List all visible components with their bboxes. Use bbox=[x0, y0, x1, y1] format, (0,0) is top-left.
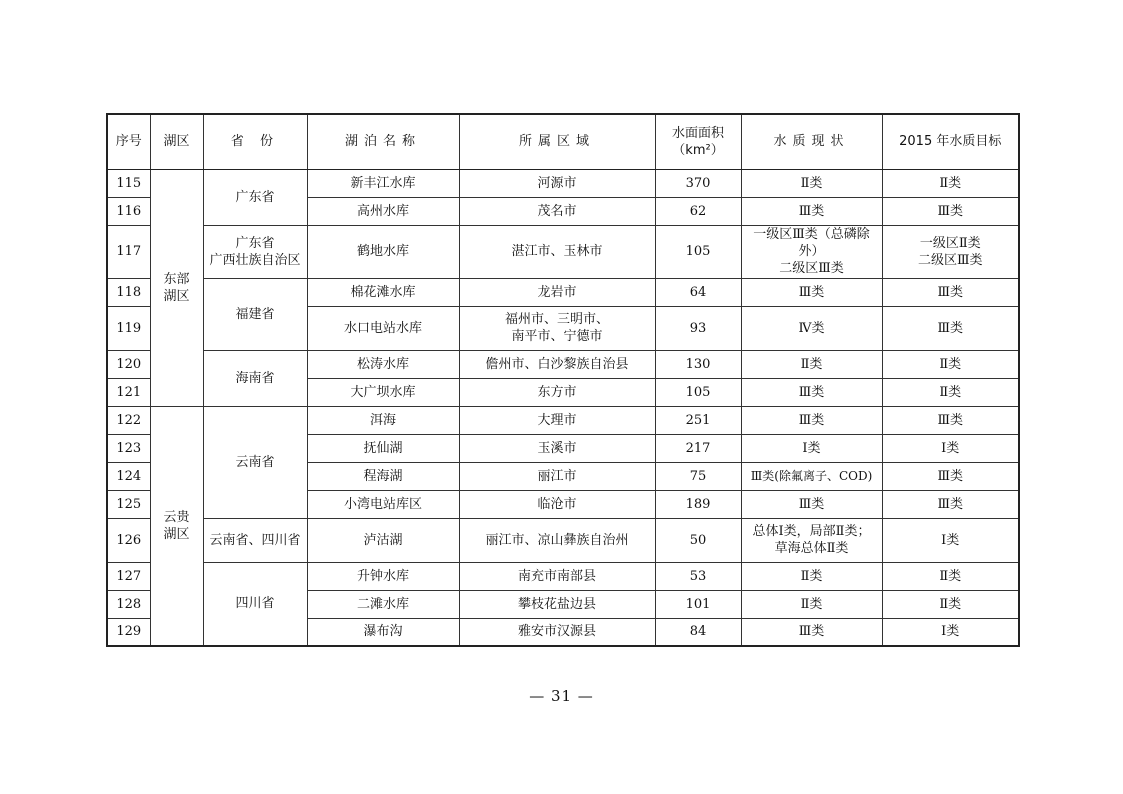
cell-status: Ⅲ类(除氟离子、COD) bbox=[741, 462, 882, 490]
table-header-row bbox=[107, 114, 1019, 169]
cell-seq: 117 bbox=[107, 225, 150, 278]
cell-region-yungui: 云贵 湖区 bbox=[150, 406, 203, 646]
cell-province: 广东省 bbox=[203, 169, 307, 225]
cell-lake: 抚仙湖 bbox=[307, 434, 459, 462]
cell-area: 玉溪市 bbox=[459, 434, 655, 462]
cell-area: 南充市南部县 bbox=[459, 562, 655, 590]
cell-size: 53 bbox=[655, 562, 741, 590]
cell-province: 云南省、四川省 bbox=[203, 518, 307, 562]
cell-size: 101 bbox=[655, 590, 741, 618]
cell-status: Ⅲ类 bbox=[741, 378, 882, 406]
cell-lake: 程海湖 bbox=[307, 462, 459, 490]
cell-size: 370 bbox=[655, 169, 741, 197]
cell-target: Ⅱ类 bbox=[882, 169, 1019, 197]
cell-target: Ⅱ类 bbox=[882, 590, 1019, 618]
cell-size: 50 bbox=[655, 518, 741, 562]
header-status: 水质现状 bbox=[741, 114, 882, 169]
cell-area: 儋州市、白沙黎族自治县 bbox=[459, 350, 655, 378]
cell-area: 茂名市 bbox=[459, 197, 655, 225]
cell-province: 四川省 bbox=[203, 562, 307, 646]
cell-seq: 125 bbox=[107, 490, 150, 518]
cell-seq: 126 bbox=[107, 518, 150, 562]
cell-lake: 鹤地水库 bbox=[307, 225, 459, 278]
cell-lake: 泸沽湖 bbox=[307, 518, 459, 562]
cell-status: Ⅰ类 bbox=[741, 434, 882, 462]
cell-target: Ⅲ类 bbox=[882, 406, 1019, 434]
cell-status: Ⅱ类 bbox=[741, 562, 882, 590]
table-row bbox=[107, 562, 1019, 590]
cell-target: 一级区Ⅱ类 二级区Ⅲ类 bbox=[882, 225, 1019, 278]
cell-area: 雅安市汉源县 bbox=[459, 618, 655, 646]
header-water-area-label: 水面面积 bbox=[671, 125, 724, 141]
cell-seq: 122 bbox=[107, 406, 150, 434]
cell-province: 广东省 广西壮族自治区 bbox=[203, 225, 307, 278]
cell-lake: 大广坝水库 bbox=[307, 378, 459, 406]
cell-status: Ⅲ类 bbox=[741, 490, 882, 518]
table-row bbox=[107, 518, 1019, 562]
header-region: 湖区 bbox=[150, 114, 203, 169]
cell-area: 大理市 bbox=[459, 406, 655, 434]
cell-target: Ⅲ类 bbox=[882, 490, 1019, 518]
cell-province: 海南省 bbox=[203, 350, 307, 406]
cell-lake: 棉花滩水库 bbox=[307, 278, 459, 306]
cell-target: Ⅲ类 bbox=[882, 462, 1019, 490]
cell-area: 攀枝花盐边县 bbox=[459, 590, 655, 618]
cell-status: Ⅱ类 bbox=[741, 590, 882, 618]
cell-region-east: 东部 湖区 bbox=[150, 169, 203, 406]
header-water-area-unit: （km²） bbox=[672, 142, 724, 158]
cell-seq: 120 bbox=[107, 350, 150, 378]
cell-lake: 洱海 bbox=[307, 406, 459, 434]
cell-seq: 115 bbox=[107, 169, 150, 197]
cell-target: Ⅲ类 bbox=[882, 306, 1019, 350]
cell-target: Ⅲ类 bbox=[882, 278, 1019, 306]
cell-size: 84 bbox=[655, 618, 741, 646]
header-water-area bbox=[655, 114, 741, 169]
cell-seq: 128 bbox=[107, 590, 150, 618]
cell-target: Ⅰ类 bbox=[882, 518, 1019, 562]
cell-status: Ⅲ类 bbox=[741, 618, 882, 646]
table-row bbox=[107, 169, 1019, 197]
cell-size: 75 bbox=[655, 462, 741, 490]
cell-lake: 松涛水库 bbox=[307, 350, 459, 378]
cell-lake: 瀑布沟 bbox=[307, 618, 459, 646]
cell-target: Ⅱ类 bbox=[882, 350, 1019, 378]
cell-size: 217 bbox=[655, 434, 741, 462]
cell-target: Ⅰ类 bbox=[882, 618, 1019, 646]
table-row bbox=[107, 406, 1019, 434]
cell-target: Ⅰ类 bbox=[882, 434, 1019, 462]
cell-status: Ⅱ类 bbox=[741, 169, 882, 197]
cell-seq: 129 bbox=[107, 618, 150, 646]
cell-area: 临沧市 bbox=[459, 490, 655, 518]
cell-size: 105 bbox=[655, 225, 741, 278]
cell-province: 福建省 bbox=[203, 278, 307, 350]
cell-province: 云南省 bbox=[203, 406, 307, 518]
cell-lake: 小湾电站库区 bbox=[307, 490, 459, 518]
cell-lake: 二滩水库 bbox=[307, 590, 459, 618]
cell-status: Ⅲ类 bbox=[741, 278, 882, 306]
cell-status: 一级区Ⅲ类（总磷除外） 二级区Ⅲ类 bbox=[741, 225, 882, 278]
cell-target: Ⅱ类 bbox=[882, 378, 1019, 406]
table-row bbox=[107, 225, 1019, 278]
cell-status: Ⅲ类 bbox=[741, 406, 882, 434]
cell-lake: 高州水库 bbox=[307, 197, 459, 225]
cell-area: 龙岩市 bbox=[459, 278, 655, 306]
cell-seq: 127 bbox=[107, 562, 150, 590]
cell-size: 62 bbox=[655, 197, 741, 225]
cell-status: 总体Ⅰ类，局部Ⅱ类； 草海总体Ⅱ类 bbox=[741, 518, 882, 562]
cell-seq: 118 bbox=[107, 278, 150, 306]
header-seq: 序号 bbox=[107, 114, 150, 169]
cell-seq: 119 bbox=[107, 306, 150, 350]
cell-status: Ⅲ类 bbox=[741, 197, 882, 225]
cell-size: 251 bbox=[655, 406, 741, 434]
cell-lake: 升钟水库 bbox=[307, 562, 459, 590]
header-area: 所属区域 bbox=[459, 114, 655, 169]
cell-area: 东方市 bbox=[459, 378, 655, 406]
table-row bbox=[107, 278, 1019, 306]
table-row bbox=[107, 350, 1019, 378]
header-lake: 湖泊名称 bbox=[307, 114, 459, 169]
cell-target: Ⅲ类 bbox=[882, 197, 1019, 225]
cell-status: Ⅳ类 bbox=[741, 306, 882, 350]
cell-area: 丽江市、凉山彝族自治州 bbox=[459, 518, 655, 562]
cell-status: Ⅱ类 bbox=[741, 350, 882, 378]
header-target: 2015 年水质目标 bbox=[882, 114, 1019, 169]
cell-size: 64 bbox=[655, 278, 741, 306]
cell-size: 105 bbox=[655, 378, 741, 406]
cell-seq: 124 bbox=[107, 462, 150, 490]
cell-size: 130 bbox=[655, 350, 741, 378]
cell-seq: 116 bbox=[107, 197, 150, 225]
lake-water-quality-table bbox=[106, 113, 1020, 647]
cell-target: Ⅱ类 bbox=[882, 562, 1019, 590]
cell-lake: 水口电站水库 bbox=[307, 306, 459, 350]
cell-area: 福州市、三明市、 南平市、宁德市 bbox=[459, 306, 655, 350]
cell-size: 93 bbox=[655, 306, 741, 350]
cell-area: 湛江市、玉林市 bbox=[459, 225, 655, 278]
cell-area: 河源市 bbox=[459, 169, 655, 197]
cell-size: 189 bbox=[655, 490, 741, 518]
page-number: — 31 — bbox=[529, 687, 594, 705]
header-province: 省 份 bbox=[203, 114, 307, 169]
cell-seq: 121 bbox=[107, 378, 150, 406]
cell-area: 丽江市 bbox=[459, 462, 655, 490]
cell-seq: 123 bbox=[107, 434, 150, 462]
cell-lake: 新丰江水库 bbox=[307, 169, 459, 197]
